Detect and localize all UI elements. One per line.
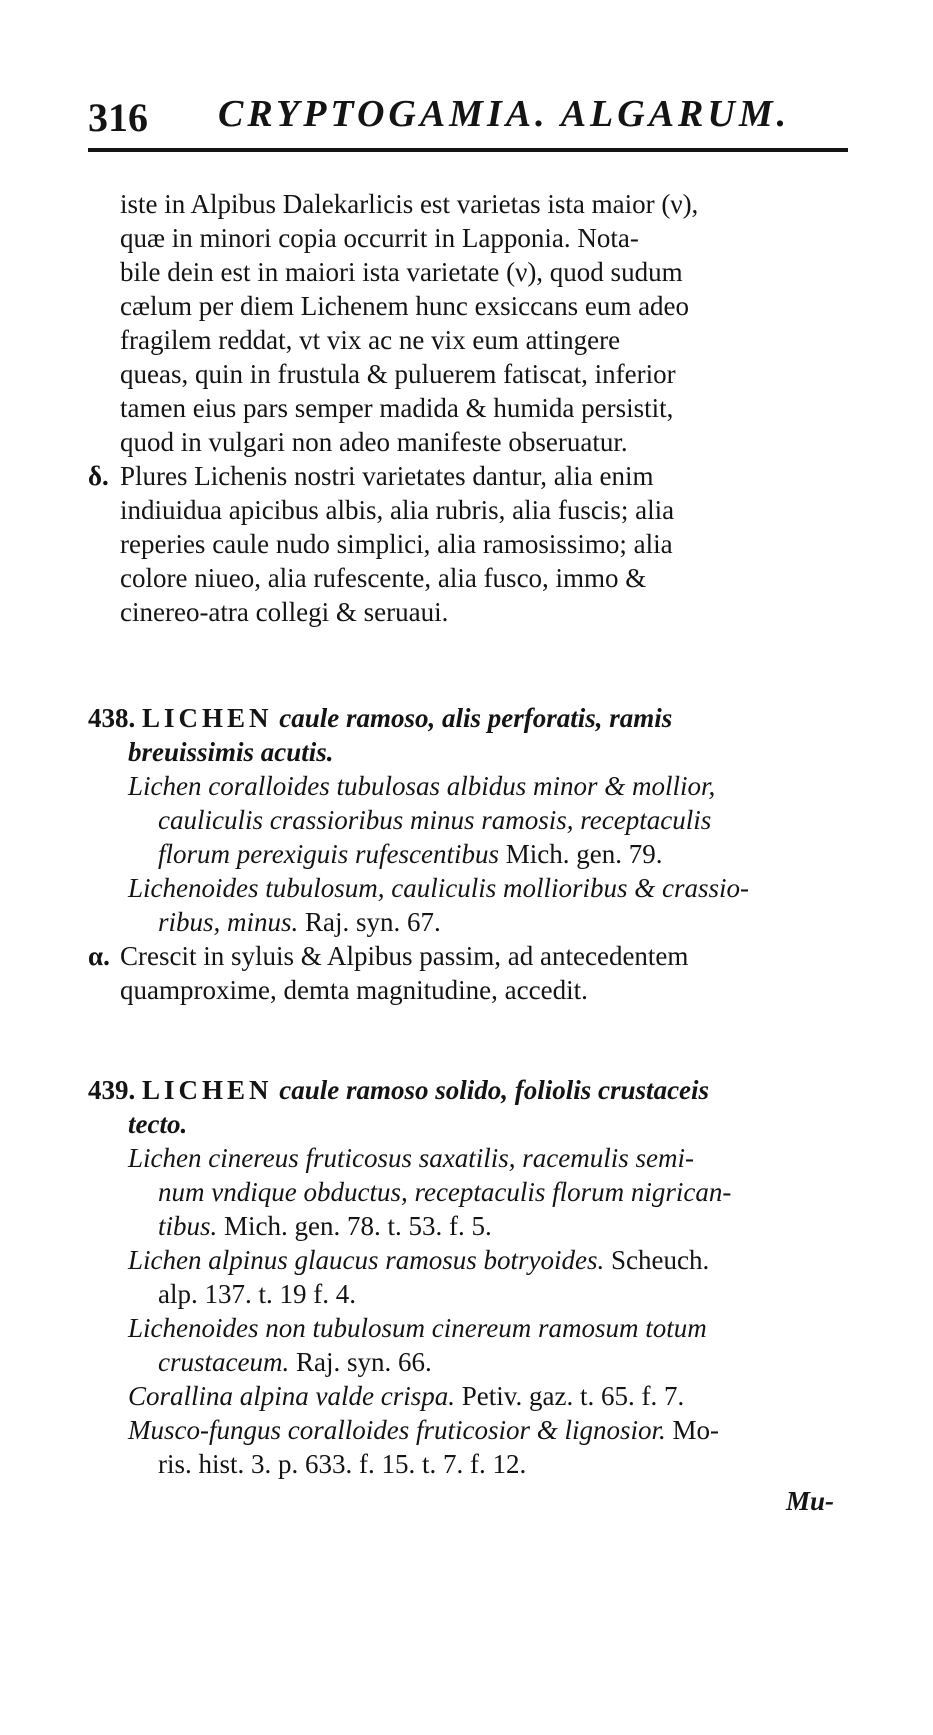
header-rule [88, 148, 848, 152]
note-marker: α. [88, 941, 110, 971]
synonym-reference: Petiv. gaz. t. 65. f. 7. [461, 1381, 685, 1411]
entry-heading [88, 1074, 709, 1106]
text-line: quæ in minori copia occurrit in Lapponia. Nota- [120, 223, 639, 253]
synonym-reference: Mo- [672, 1415, 720, 1445]
synonym-line: cauliculis crassioribus minus ramosis, receptaculis [158, 805, 712, 835]
synonym-text: Lichen alpinus glaucus ramosus botryoides. [128, 1245, 605, 1275]
synonym-line [158, 838, 662, 870]
synonym-reference: Mich. gen. 79. [505, 839, 663, 869]
text-line: reperies caule nudo simplici, alia ramosissimo; alia [120, 529, 673, 559]
synonym-line [128, 1244, 709, 1276]
entry-number: 438. [88, 703, 136, 733]
text-line: fragilem reddat, vt vix ac ne vix eum attingere [120, 325, 621, 355]
synonym-line: alp. 137. t. 19 f. 4. [158, 1279, 356, 1309]
synonym-reference: Mich. gen. 78. t. 53. f. 5. [224, 1211, 492, 1241]
running-title: CRYPTOGAMIA. ALGARUM. [218, 93, 791, 135]
text-line: cinereo-atra collegi & seruaui. [120, 597, 449, 627]
text-line: indiuidua apicibus albis, alia rubris, alia fuscis; alia [120, 495, 675, 525]
running-head [88, 88, 848, 144]
text-line: bile dein est in maiori ista varietate (ν), quod sudum [120, 257, 683, 287]
synonym-line: Lichenoides tubulosum, cauliculis mollioribus & crassio- [128, 873, 749, 903]
text-line: iste in Alpibus Dalekarlicis est varietas ista maior (ν), [120, 189, 699, 219]
text-line: cælum per diem Lichenem hunc exsiccans eum adeo [120, 291, 690, 321]
synonym-line [128, 1380, 684, 1412]
page-number: 316 [88, 95, 148, 140]
synonym-text: tibus. [158, 1211, 218, 1241]
synonym-line: Lichenoides non tubulosum cinereum ramosum totum [128, 1313, 707, 1343]
synonym-text: crustaceum. [158, 1347, 290, 1377]
synonym-reference: Scheuch. [611, 1245, 710, 1275]
diagnosis-cont: tecto. [128, 1109, 188, 1139]
catchword: Mu- [786, 1486, 835, 1516]
genus-name: LICHEN [142, 1075, 273, 1105]
synonym-line: num vndique obductus, receptaculis florum nigrican- [158, 1177, 732, 1207]
entry-heading [88, 702, 672, 734]
synonym-text: Corallina alpina valde crispa. [128, 1381, 455, 1411]
text-line: Plures Lichenis nostri varietates dantur, alia enim [120, 461, 654, 491]
synonym-line: Lichen coralloides tubulosas albidus minor & mollior, [128, 771, 716, 801]
synonym-line: Lichen cinereus fruticosus saxatilis, racemulis semi- [128, 1143, 694, 1173]
synonym-text: florum perexiguis rufescentibus [158, 839, 499, 869]
text-line: colore niueo, alia rufescente, alia fusco, immo & [120, 563, 647, 593]
note-marker: δ. [88, 461, 109, 491]
diagnosis: caule ramoso, alis perforatis, ramis [279, 703, 673, 733]
synonym-line [158, 906, 441, 938]
synonym-text: Musco-fungus coralloides fruticosior & lignosior. [128, 1415, 666, 1445]
text-line: tamen eius pars semper madida & humida persistit, [120, 393, 674, 423]
genus-name: LICHEN [142, 703, 273, 733]
synonym-text: ribus, minus. [158, 907, 299, 937]
text-line: Crescit in syluis & Alpibus passim, ad antecedentem [120, 941, 689, 971]
synonym-line: ris. hist. 3. p. 633. f. 15. t. 7. f. 12. [158, 1449, 527, 1479]
entry-number: 439. [88, 1075, 136, 1105]
text-line: quod in vulgari non adeo manifeste obseruatur. [120, 427, 628, 457]
text-line: queas, quin in frustula & puluerem fatiscat, inferior [120, 359, 676, 389]
synonym-reference: Raj. syn. 67. [305, 907, 441, 937]
diagnosis-cont: breuissimis acutis. [128, 737, 334, 767]
synonym-line [158, 1210, 492, 1242]
synonym-line [158, 1346, 432, 1378]
synonym-line [128, 1414, 719, 1446]
text-line: quamproxime, demta magnitudine, accedit. [120, 975, 588, 1005]
diagnosis: caule ramoso solido, foliolis crustaceis [279, 1075, 710, 1105]
synonym-reference: Raj. syn. 66. [295, 1347, 432, 1377]
